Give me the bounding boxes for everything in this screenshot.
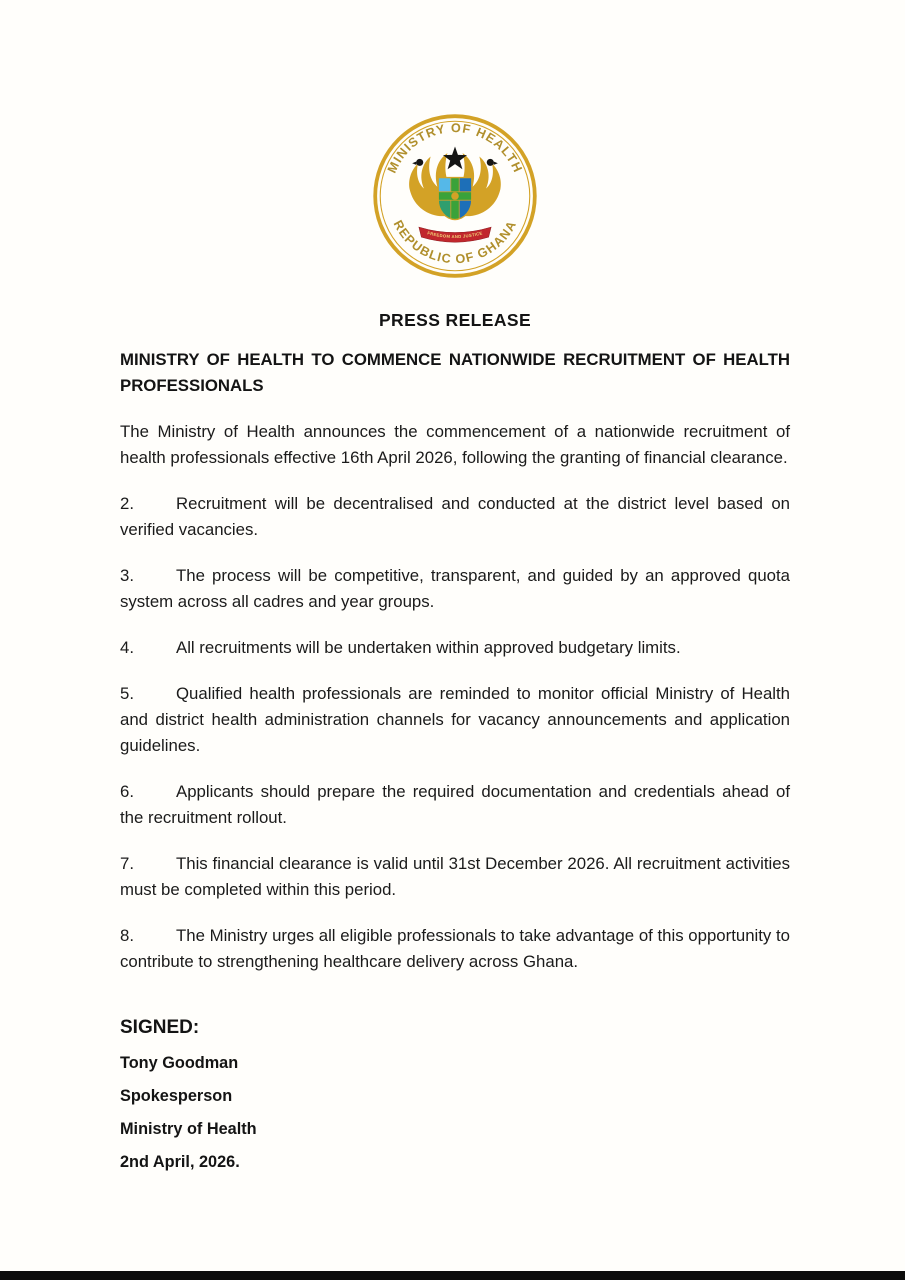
paragraph-text: This financial clearance is valid until 31st December 2026. All recruitment activities must be completed within this period.	[120, 854, 790, 899]
seal-top-text: MINISTRY OF HEALTH	[384, 121, 526, 176]
signature-block	[120, 1017, 790, 1172]
press-paragraph-7	[120, 851, 790, 903]
paragraph-number: 7.	[120, 854, 134, 873]
release-date: 2nd April, 2026.	[120, 1153, 240, 1171]
paragraph-text: The Ministry of Health announces the commencement of a nationwide recruitment of health professionals effective 16th April 2026, following the granting of financial clearance.	[120, 422, 790, 467]
paragraph-number: 2.	[120, 494, 134, 513]
paragraph-text: Recruitment will be decentralised and conducted at the district level based on verified vacancies.	[120, 494, 790, 539]
banner-ribbon	[419, 227, 491, 242]
release-heading: MINISTRY OF HEALTH TO COMMENCE NATIONWIDE RECRUITMENT OF HEALTH PROFESSIONALS	[120, 350, 790, 395]
signed-label: SIGNED:	[120, 1017, 200, 1038]
signatory-role: Spokesperson	[120, 1087, 233, 1105]
paragraph-number: 4.	[120, 638, 134, 657]
paragraph-number: 3.	[120, 566, 134, 585]
press-release-title: PRESS RELEASE	[378, 310, 532, 330]
shield-icon	[438, 178, 472, 222]
paragraph-text: Qualified health professionals are reminded to monitor official Ministry of Health and district health administration channels for vacancy announcements and application guidelines.	[120, 684, 790, 755]
black-star-icon	[443, 146, 467, 169]
paragraph-text: The Ministry urges all eligible professionals to take advantage of this opportunity to contribute to strengthening healthcare delivery across Ghana.	[120, 926, 790, 971]
press-paragraph-5	[120, 681, 790, 759]
paragraph-number: 5.	[120, 684, 134, 703]
press-paragraph-2	[120, 491, 790, 543]
ghana-coat-of-arms-seal-icon	[371, 112, 539, 280]
seal-bottom-text: REPUBLIC OF GHANA	[390, 217, 520, 267]
paragraph-number: 8.	[120, 926, 134, 945]
signatory-name: Tony Goodman	[120, 1054, 239, 1072]
paragraph-number: 6.	[120, 782, 134, 801]
seal-banner-text: FREEDOM AND JUSTICE	[426, 230, 484, 240]
ministry-seal	[120, 112, 790, 280]
press-paragraph-4	[120, 635, 790, 661]
paragraph-text: The process will be competitive, transparent, and guided by an approved quota system across all cadres and year groups.	[120, 566, 790, 611]
press-paragraph-3	[120, 563, 790, 615]
paragraph-text: All recruitments will be undertaken within approved budgetary limits.	[176, 638, 681, 657]
press-paragraph-8	[120, 923, 790, 975]
paragraph-text: Applicants should prepare the required documentation and credentials ahead of the recruitment rollout.	[120, 782, 790, 827]
press-paragraph-6	[120, 779, 790, 831]
bottom-edge-bar	[0, 1271, 905, 1280]
signatory-org: Ministry of Health	[120, 1120, 257, 1138]
press-paragraph-1	[120, 419, 790, 471]
